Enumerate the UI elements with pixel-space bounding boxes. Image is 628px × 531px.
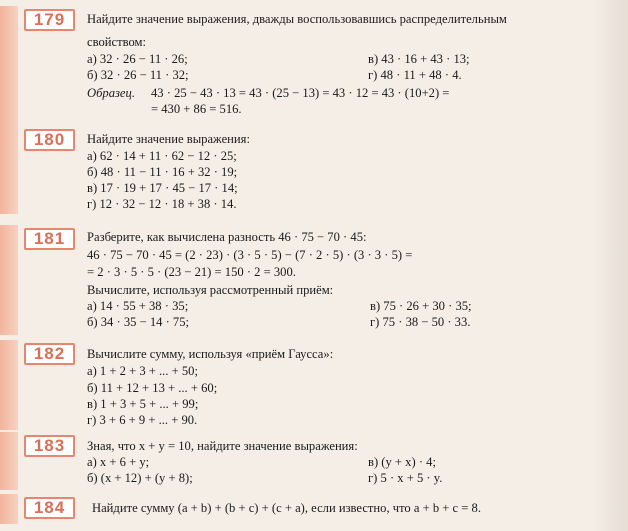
- exercise-182-band: [0, 340, 18, 430]
- exercise-183-item-v: в) (y + x) · 4;: [368, 455, 436, 469]
- exercise-180-number: 180: [24, 129, 75, 151]
- exercise-180-item-g: г) 12 · 32 − 12 · 18 + 38 · 14.: [87, 197, 237, 211]
- exercise-181-line2: = 2 · 3 · 5 · 5 · (23 − 21) = 150 · 2 = 300.: [87, 265, 296, 279]
- exercise-183-title: Зная, что x + y = 10, найдите значение выражения:: [87, 439, 358, 453]
- exercise-181-number: 181: [24, 228, 75, 250]
- exercise-182-item-a: а) 1 + 2 + 3 + ... + 50;: [87, 364, 198, 378]
- exercise-179-item-g: г) 48 · 11 + 48 · 4.: [368, 68, 462, 82]
- exercise-183-item-a: а) x + 6 + y;: [87, 455, 150, 469]
- exercise-179-band: [0, 6, 18, 126]
- exercise-181-line1: 46 · 75 − 70 · 45 = (2 · 23) · (3 · 5 · 5) − (7 · 2 · 5) · (3 · 3 · 5) =: [87, 248, 413, 262]
- exercise-183-item-b: б) (x + 12) + (y + 8);: [87, 471, 193, 485]
- exercise-181-item-a: а) 14 · 55 + 38 · 35;: [87, 299, 189, 313]
- exercise-184-title: Найдите сумму (a + b) + (b + c) + (c + a), если известно, что a + b + c = 8.: [92, 501, 481, 515]
- exercise-179-title-cont: свойством:: [87, 35, 146, 49]
- exercise-184-number: 184: [24, 497, 75, 519]
- exercise-179-sample-label: Образец.: [87, 86, 135, 100]
- exercise-183-band: [0, 432, 18, 490]
- exercise-179-number: 179: [24, 9, 75, 31]
- exercise-180-band: [0, 126, 18, 214]
- exercise-179-sample-line2: = 430 + 86 = 516.: [151, 102, 242, 116]
- exercise-180-item-a: а) 62 · 14 + 11 · 62 − 12 · 25;: [87, 149, 237, 163]
- exercise-181-item-v: в) 75 · 26 + 30 · 35;: [370, 299, 472, 313]
- exercise-182-number: 182: [24, 343, 75, 365]
- exercise-179-sample-line1: 43 · 25 − 43 · 13 = 43 · (25 − 13) = 43 · 12 = 43 · (10+2) =: [151, 86, 450, 100]
- exercise-181-title2: Вычислите, используя рассмотренный приём:: [87, 283, 334, 297]
- exercise-181-item-g: г) 75 · 38 − 50 · 33.: [370, 315, 471, 329]
- exercise-181-title: Разберите, как вычислена разность 46 · 75 − 70 · 45:: [87, 230, 367, 244]
- exercise-181-item-b: б) 34 · 35 − 14 · 75;: [87, 315, 190, 329]
- exercise-180-item-b: б) 48 · 11 − 11 · 16 + 32 · 19;: [87, 165, 238, 179]
- exercise-182-item-b: б) 11 + 12 + 13 + ... + 60;: [87, 381, 218, 395]
- exercise-181-band: [0, 225, 18, 335]
- exercise-179-item-v: в) 43 · 16 + 43 · 13;: [368, 52, 470, 66]
- exercise-184-band: [0, 494, 18, 524]
- exercise-179-item-b: б) 32 · 26 − 11 · 32;: [87, 68, 189, 82]
- exercise-182-item-g: г) 3 + 6 + 9 + ... + 90.: [87, 413, 198, 427]
- exercise-180-title: Найдите значение выражения:: [87, 132, 250, 146]
- exercise-179-title: Найдите значение выражения, дважды воспользовавшись распределительным: [87, 12, 507, 26]
- exercise-183-item-g: г) 5 · x + 5 · y.: [368, 471, 443, 485]
- exercise-179-item-a: а) 32 · 26 − 11 · 26;: [87, 52, 188, 66]
- exercise-180-item-v: в) 17 · 19 + 17 · 45 − 17 · 14;: [87, 181, 238, 195]
- exercise-182-title: Вычислите сумму, используя «приём Гаусса»:: [87, 347, 334, 361]
- exercise-182-item-v: в) 1 + 3 + 5 + ... + 99;: [87, 397, 199, 411]
- exercise-183-number: 183: [24, 435, 75, 457]
